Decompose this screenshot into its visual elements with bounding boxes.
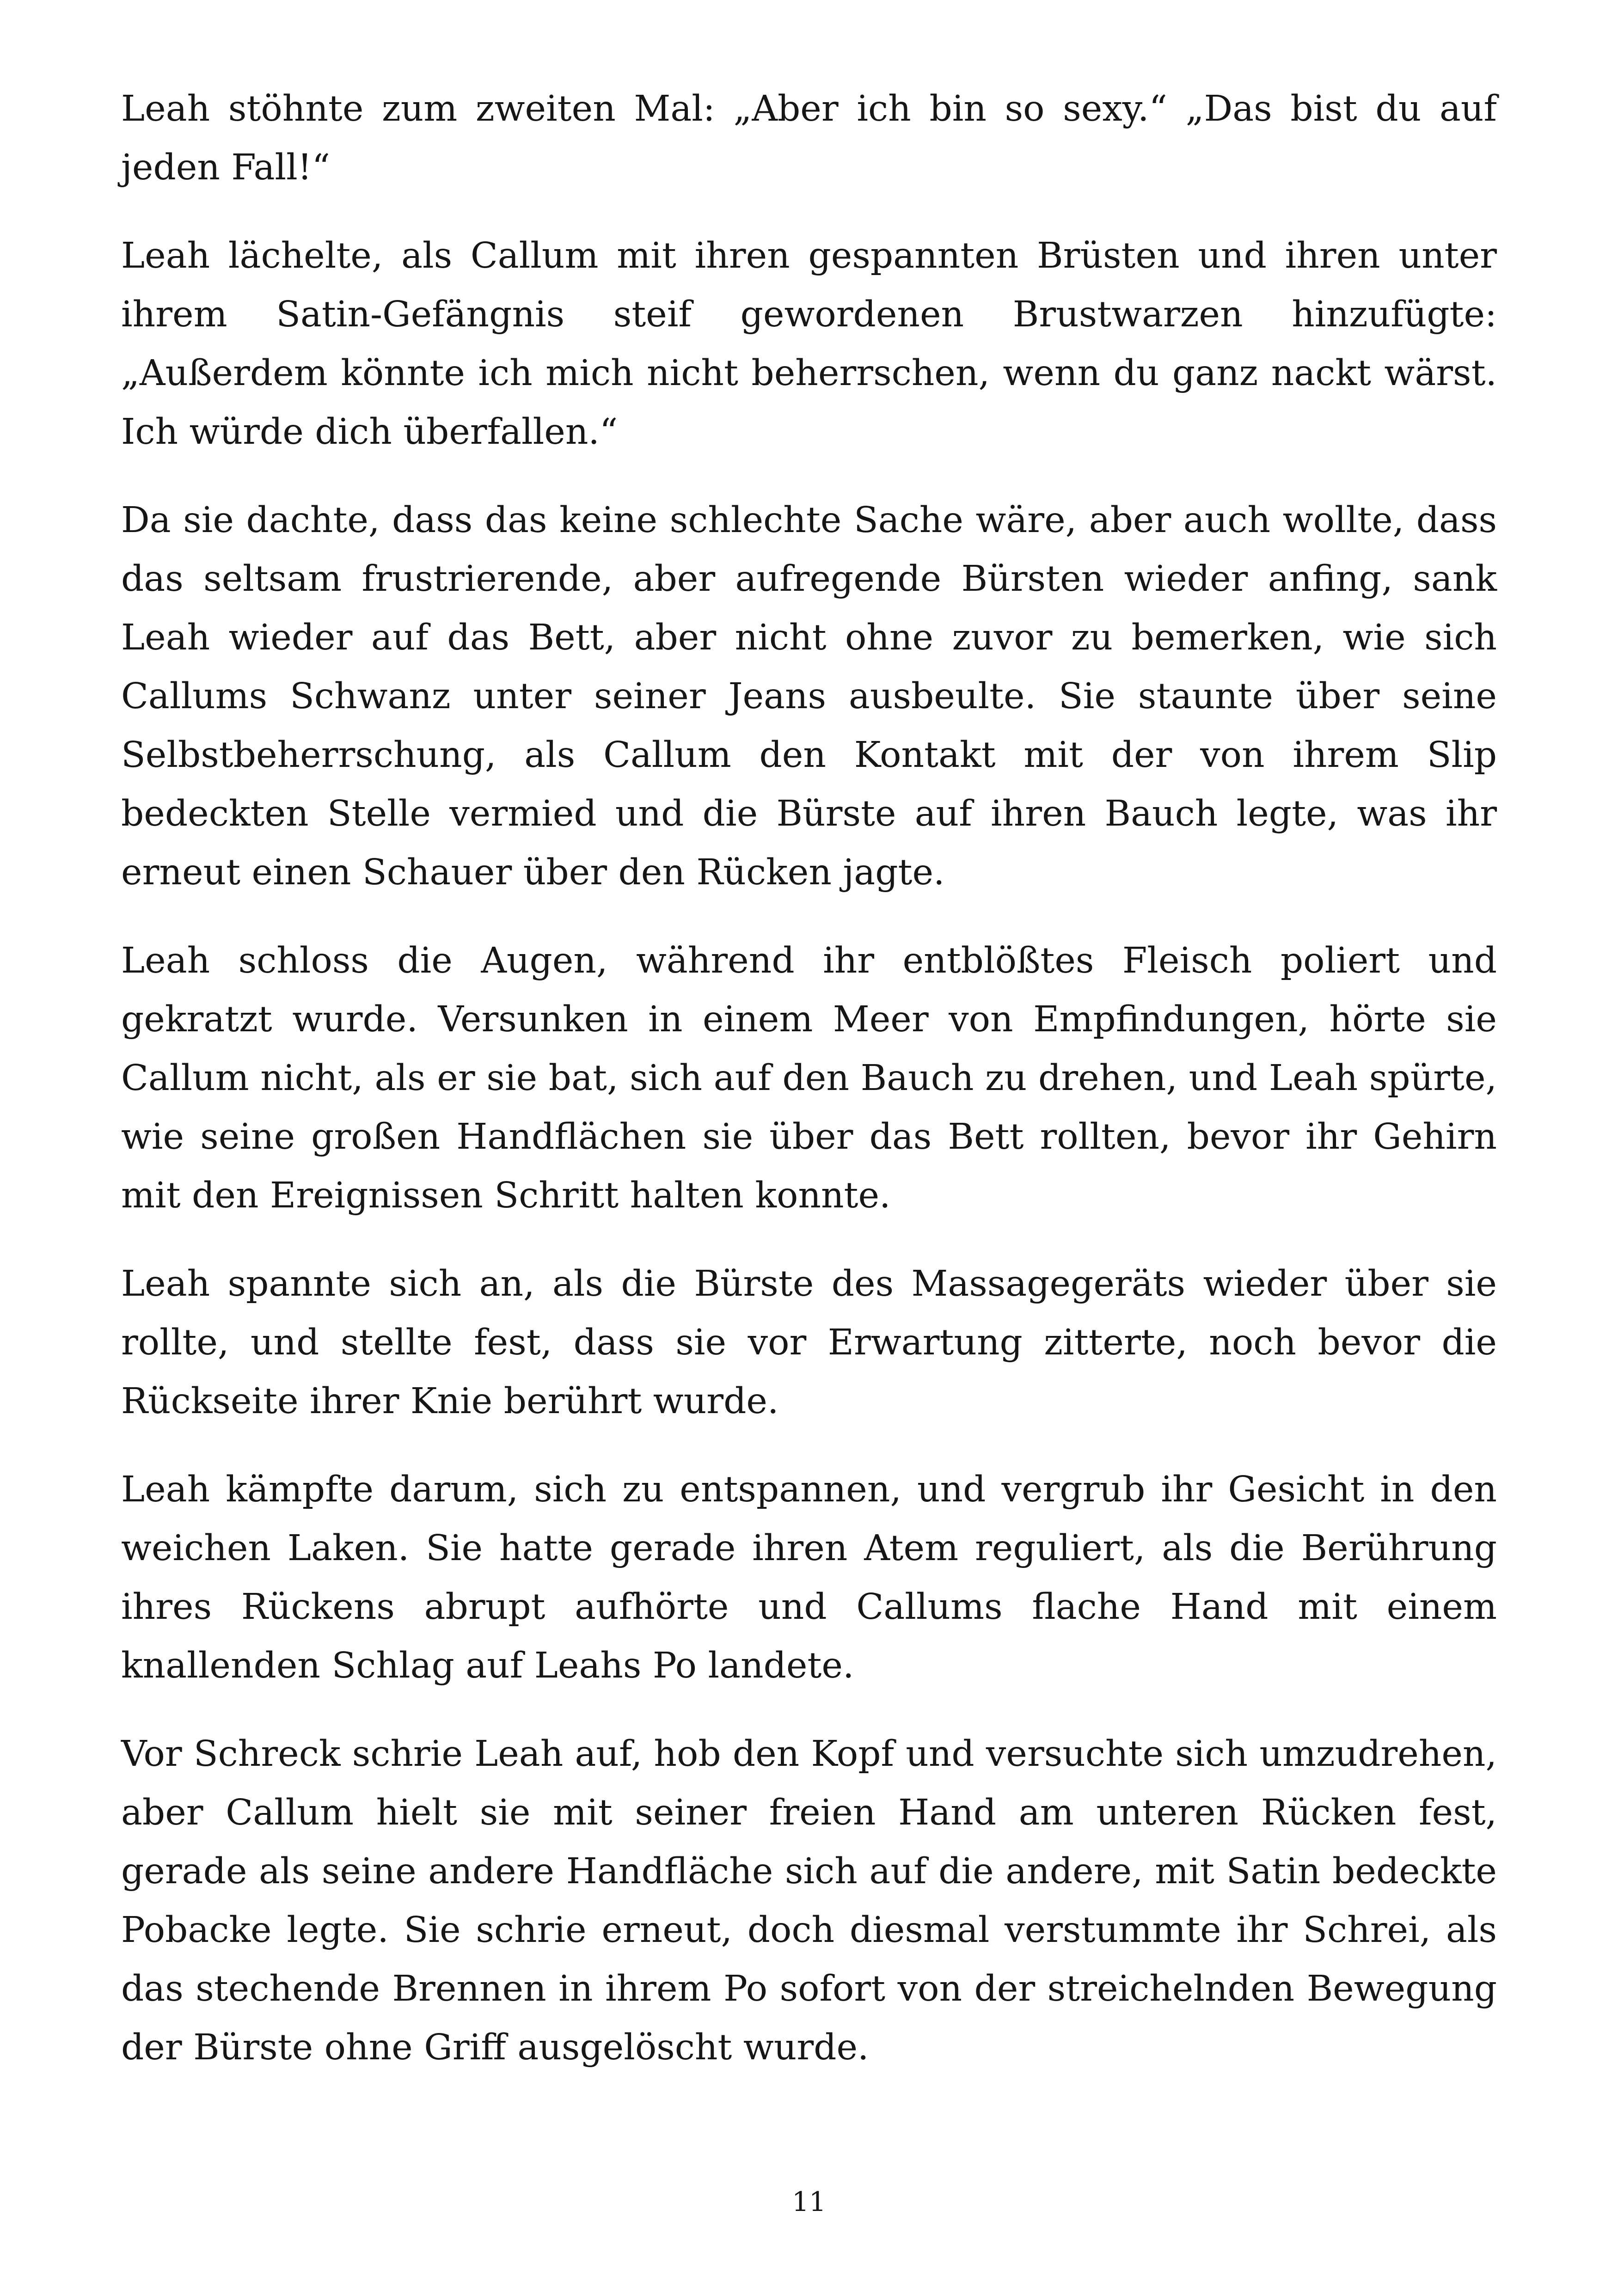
paragraph: Leah lächelte, als Callum mit ihren gespannten Brüsten und ihren unter ihrem Satin-Gefängnis steif gewordenen Brustwarzen hinzufügte: „Außerdem könnte ich mich nicht beherrschen, wenn du ganz nackt wärst. Ich würde dich überfallen.“: [121, 235, 1497, 453]
paragraph: Vor Schreck schrie Leah auf, hob den Kopf und versuchte sich umzudrehen, aber Callum hielt sie mit seiner freien Hand am unteren Rücken fest, gerade als seine andere Handfläche sich auf die andere, mit Satin bedeckte Pobacke legte. Sie schrie erneut, doch diesmal verstummte ihr Schrei, als das stechende Brennen in ihrem Po sofort von der streichelnden Bewegung der Bürste ohne Griff ausgelöscht wurde.: [121, 1733, 1497, 2068]
paragraph: Leah spannte sich an, als die Bürste des Massagegeräts wieder über sie rollte, und stellte fest, dass sie vor Erwartung zitterte, noch bevor die Rückseite ihrer Knie berührt wurde.: [121, 1263, 1497, 1422]
body-text: [121, 80, 1497, 2077]
paragraph: Leah kämpfte darum, sich zu entspannen, und vergrub ihr Gesicht in den weichen Laken. Sie hatte gerade ihren Atem reguliert, als die Berührung ihres Rückens abrupt aufhörte und Callums flache Hand mit einem knallenden Schlag auf Leahs Po landete.: [121, 1469, 1497, 1686]
paragraph: Leah stöhnte zum zweiten Mal: „Aber ich bin so sexy.“ „Das bist du auf jeden Fall!“: [121, 88, 1497, 188]
page-number: 11: [792, 2186, 826, 2217]
paragraph: Da sie dachte, dass das keine schlechte Sache wäre, aber auch wollte, dass das seltsam frustrierende, aber aufregende Bürsten wieder anfing, sank Leah wieder auf das Bett, aber nicht ohne zuvor zu bemerken, wie sich Callums Schwanz unter seiner Jeans ausbeulte. Sie staunte über seine Selbstbeherrschung, als Callum den Kontakt mit der von ihrem Slip bedeckten Stelle vermied und die Bürste auf ihren Bauch legte, was ihr erneut einen Schauer über den Rücken jagte.: [121, 500, 1497, 893]
paragraph: Leah schloss die Augen, während ihr entblößtes Fleisch poliert und gekratzt wurde. Versunken in einem Meer von Empfindungen, hörte sie Callum nicht, als er sie bat, sich auf den Bauch zu drehen, und Leah spürte, wie seine großen Handflächen sie über das Bett rollten, bevor ihr Gehirn mit den Ereignissen Schritt halten konnte.: [121, 940, 1497, 1216]
